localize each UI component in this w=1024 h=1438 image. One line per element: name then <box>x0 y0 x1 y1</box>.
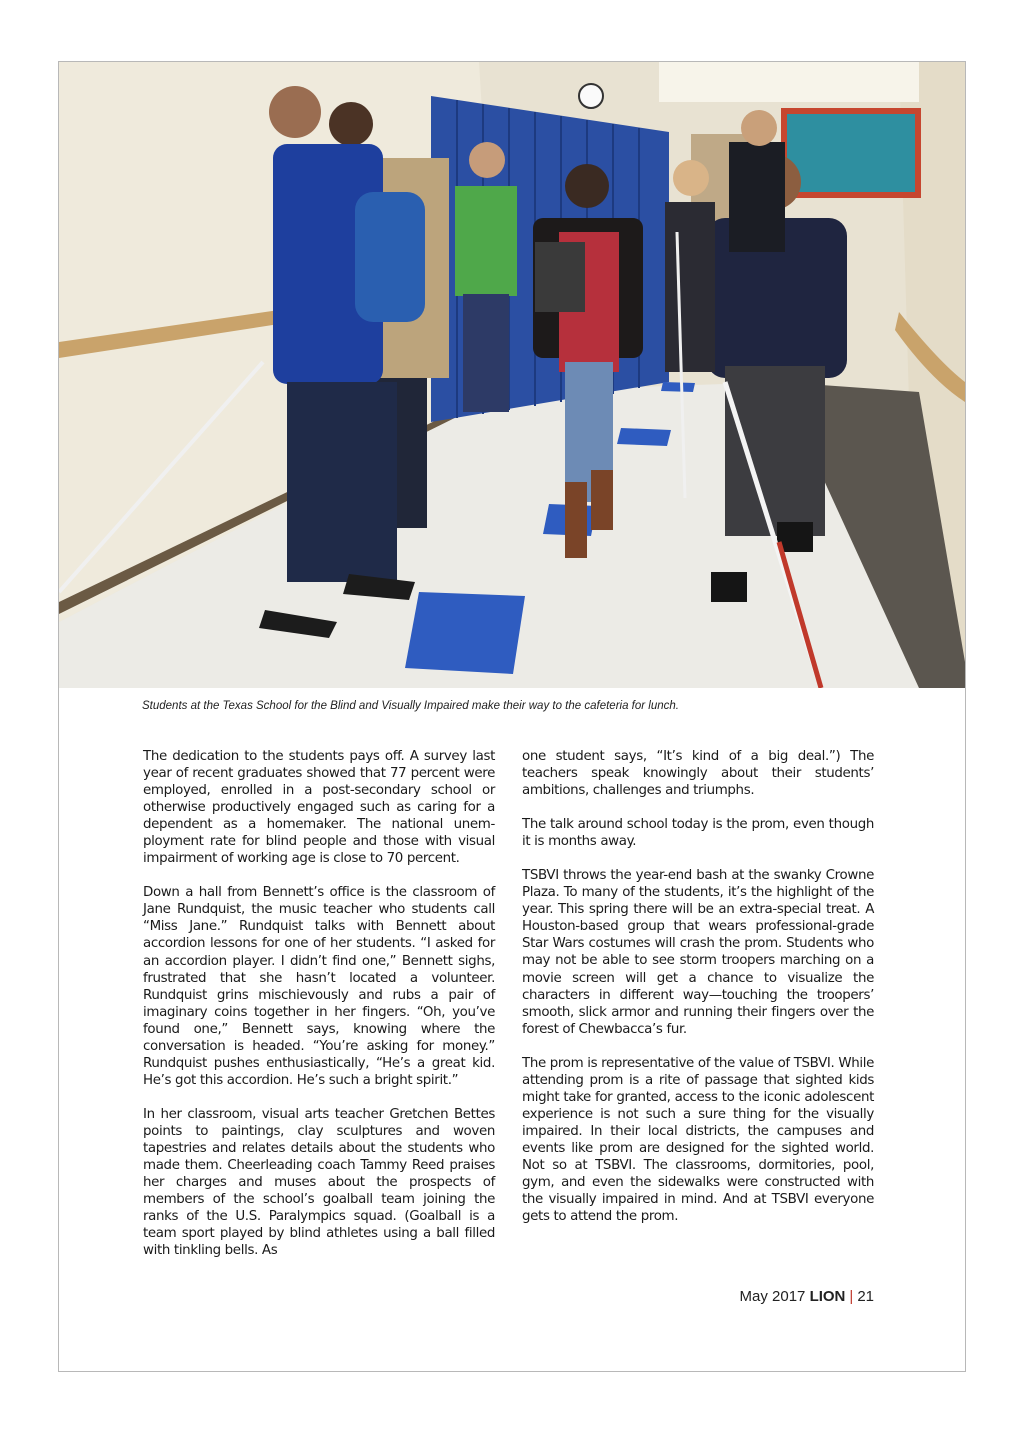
article-left-column <box>143 748 495 1276</box>
person-background-head <box>673 160 709 196</box>
person-green-jeans <box>463 294 509 412</box>
ceiling <box>659 62 919 102</box>
footer-separator: | <box>849 1288 854 1305</box>
page-number: 21 <box>857 1288 874 1305</box>
paragraph: In her classroom, visual arts teacher Gretchen Bettes points to paintings, clay sculptures and woven tapestries and relates details about the students who made them. Cheerleading coach Tammy Reed praises her charges and muses about the prospects of members of the school’s goalball team joining the ranks of the U.S. Paralympics squad. (Goalball is a team sport played by blind athletes using a ball filled with tinkling bells. As <box>143 1106 495 1259</box>
person-background-head <box>741 110 777 146</box>
page-footer <box>740 1288 874 1305</box>
paragraph: The talk around school today is the prom, even though it is months away. <box>522 817 874 850</box>
floor-tile <box>617 428 671 446</box>
paragraph: TSBVI throws the year-end bash at the swanky Crowne Plaza. To many of the students, it’s the highlight of the year. This spring there will be an extra-special treat. A Houston-based group that wears professional-grade Star Wars costumes will crash the prom. Students who may not be able to see storm troopers marching on a movie screen will get a chance to visualize the characters in different way—touching the troopers’ smooth, slick armor and running their fingers over the forest of Chewbacca’s fur. <box>522 868 874 1037</box>
paragraph: The prom is representative of the value of TSBVI. While attending prom is a rite of passage that sighted kids might take for granted, access to the iconic adolescent experience is not such a sure thing for the visually impaired. In their local districts, the campuses and events like prom are designed for the sighted world. Not so at TSBVI. The classrooms, dormitories, pool, gym, and even the sidewalks were constructed with the visually impaired in mind. And at TSBVI everyone gets to attend the prom. <box>522 1055 874 1225</box>
paragraph: The dedication to the students pays off. A survey last year of recent graduates showed that 77 percent were employed, enrolled in a post-secondary school or otherwise productively engaged such as caring for a dependent as a homemaker. The national unem-ployment rate for blind people and those with visual impairment of working age is close to 70 percent. <box>143 749 495 867</box>
paragraph: Down a hall from Bennett’s office is the classroom of Jane Rundquist, the music teacher who students call “Miss Jane.” Rundquist talks with Bennett about accordion lessons for one of her students. “I asked for an accordion player. I didn’t find one,” Bennett sighs, frustrated that she hasn’t located a volunteer. Rundquist grins mischievously and rubs a pair of imaginary coins together in her fingers. “Oh, you’ve found one,” Bennett says, knowing where the conversation is headed. “You’re asking for money.” Rundquist pushes enthusiastically, “He’s a great kid. He’s got this accordion. He’s such a bright spirit.” <box>143 885 495 1088</box>
person-background <box>665 202 715 372</box>
floor-tile <box>661 382 695 392</box>
hallway-photo <box>59 62 965 688</box>
binder <box>535 242 585 312</box>
paragraph: one student says, “It’s kind of a big deal.”) The teachers speak knowingly about their students’ ambitions, challenges and triumphs. <box>522 749 874 799</box>
hallway-photo-illustration <box>59 62 965 688</box>
photo-caption: Students at the Texas School for the Blind and Visually Impaired make their way to the cafeteria for lunch. <box>142 700 679 712</box>
issue-date: May 2017 <box>739 1288 806 1305</box>
person-green-shirt <box>455 186 517 296</box>
person-tan-head <box>329 102 373 146</box>
clock-icon <box>579 84 603 108</box>
bulletin-board-inner <box>787 114 915 192</box>
cowboy-boot <box>565 482 587 558</box>
person-blue-jeans <box>287 382 397 582</box>
article-right-column <box>522 748 874 1242</box>
person-blue-head <box>269 86 321 138</box>
floor-tile <box>405 592 525 674</box>
backpack <box>355 192 425 322</box>
magazine-name: LION <box>809 1288 846 1305</box>
cowboy-boot <box>591 470 613 530</box>
person-green-head <box>469 142 505 178</box>
person-woman-head <box>565 164 609 208</box>
shoe <box>711 572 747 602</box>
person-gray-pants <box>725 366 825 536</box>
person-background <box>729 142 785 252</box>
